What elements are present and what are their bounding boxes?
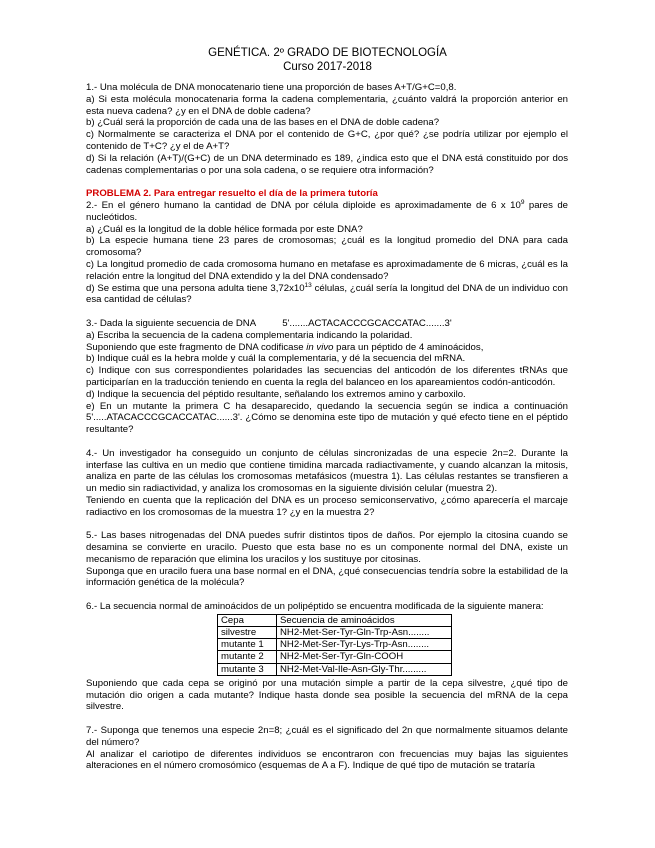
mutation-table [217,614,452,676]
problem-2-intro-text-end: pares de nucleótidos. [86,199,568,223]
table-row [218,627,452,639]
problem-1-a: a) Si esta molécula monocatenaria forma la cadena complementaria, ¿cuánto valdrá la proporción anterior en esta nueva cadena? ¿y en el DNA de doble cadena? [86,93,568,117]
problem-3-note-text-end: para un péptido de 4 aminoácidos, [333,341,484,353]
problem-3 [86,318,568,436]
problem-4-question: Teniendo en cuenta que la replicación del DNA es un proceso semiconservativo, ¿cómo aparecería el marcaje radiactivo en los cromosomas de la muestra 1? ¿y en la muestra 2? [86,494,568,518]
table-cell: NH2-Met-Ser-Tyr-Lys-Trp-Asn........ [277,639,452,651]
table-cell: NH2-Met-Val-Ile-Asn-Gly-Thr......... [277,663,452,675]
table-cell: NH2-Met-Ser-Tyr-Gln-Trp-Asn........ [277,627,452,639]
problem-5-text: 5.- Las bases nitrogenadas del DNA puedes sufrir distintos tipos de daños. Por ejemplo la citosina cuando se desamina se convierte en uracilo. Puesto que esta base no es un componente normal del DNA, existe un mecanismo de reparación que elimina los uracilos y los sustituye por citosinas. [86,530,568,565]
problem-3-b: b) Indique cuál es la hebra molde y cuál la complementaria, y dé la secuencia del mRNA. [86,353,466,365]
table-cell: mutante 2 [218,651,277,663]
problem-5-question: Suponga que en uracilo fuera una base normal en el DNA, ¿qué consecuencias tendría sobre la estabilidad de la información genética de la molécula? [86,565,568,589]
problem-7-intro: 7.- Suponga que tenemos una especie 2n=8; ¿cuál es el significado del 2n que normalmente situamos delante del número? [86,725,568,748]
problem-4 [86,448,568,519]
document-header [0,46,655,74]
problem-6 [86,601,568,713]
table-cell: silvestre [218,627,277,639]
problem-2-d [86,283,568,307]
problem-3-note [86,342,568,354]
table-header-row [218,614,452,626]
exponent: 13 [304,281,312,289]
problem-3-note-text: Suponiendo que este fragmento de DNA codificase [86,341,307,353]
problem-1 [86,82,568,176]
course-year: Curso 2017-2018 [283,61,372,73]
problem-6-question: Suponiendo que cada cepa se originó por una mutación simple a partir de la cepa silvestre, ¿qué tipo de mutación dio origen a cada mutante? Indique hasta donde sea posible la secuencia del mRNA de la cepa silvestre. [86,677,568,713]
problem-7 [86,725,568,772]
problem-6-intro: 6.- La secuencia normal de aminoácidos de un polipéptido se encuentra modificada de la siguiente manera: [86,601,544,613]
problem-1-d: d) Si la relación (A+T)/(G+C) de un DNA determinado es 189, ¿indica esto que el DNA está constituido por dos cadenas complementarias o por una sola cadena, o se requiere otra información? [86,152,568,176]
problem-2-d-text: d) Se estima que una persona adulta tiene 3,72x10 [86,282,305,294]
table-header-cell: Cepa [218,614,277,626]
problem-2-d-text-end: células, ¿cuál sería la longitud del DNA de un individuo con esa cantidad de células? [86,282,568,306]
problem-5 [86,530,568,589]
problem-3-intro: 3.- Dada la siguiente secuencia de DNA 5'.......ACTACACCCGCACCATAC.......3' [86,317,452,329]
problem-2-heading: PROBLEMA 2. Para entregar resuelto el día de la primera tutoría [86,188,378,200]
problem-3-c: c) Indique con sus correspondientes polaridades las secuencias del anticodón de los diferentes tRNAs que participarían en la traducción teniendo en cuenta la regla del balanceo en los apareamientos codón-anticodón. [86,365,568,388]
table-row [218,651,452,663]
document-body [86,82,568,772]
problem-2-b: b) La especie humana tiene 23 pares de cromosomas; ¿cuál es la longitud promedio del DNA para cada cromosoma? [86,235,568,259]
problem-2-a: a) ¿Cuál es la longitud de la doble hélice formada por este DNA? [86,223,363,235]
problem-1-c: c) Normalmente se caracteriza el DNA por el contenido de G+C, ¿por qué? ¿se podría utilizar por ejemplo el contenido de T+C? ¿y el de A+T? [86,129,568,152]
problem-1-b: b) ¿Cuál será la proporción de cada una de las bases en el DNA de doble cadena? [86,117,440,129]
problem-1-intro: 1.- Una molécula de DNA monocatenario tiene una proporción de bases A+T/G+C=0,8. [86,82,457,93]
table-cell: mutante 1 [218,639,277,651]
exponent: 9 [520,198,525,206]
problem-2-c: c) La longitud promedio de cada cromosoma humano en metafase es aproximadamente de 6 micras, ¿cuál es la relación entre la longitud del DNA extendido y la del DNA condensado? [86,258,568,282]
table-row [218,663,452,675]
table-header-cell: Secuencia de aminoácidos [277,614,452,626]
table-cell: mutante 3 [218,663,277,675]
table-row [218,639,452,651]
problem-3-d: d) Indique la secuencia del péptido resultante, señalando los extremos amino y carboxilo. [86,388,466,400]
table-cell: NH2-Met-Ser-Tyr-Gln-COOH [277,651,452,663]
problem-3-e: e) En un mutante la primera C ha desaparecido, quedando la secuencia según se indica a continuación 5'.....ATACACCCGCACCATAC......3'. ¿Cómo se denomina este tipo de mutación y qué efecto tiene en el péptido resultante? [86,400,568,436]
problem-3-a: a) Escriba la secuencia de la cadena complementaria indicando la polaridad. [86,329,413,341]
problem-2-intro-text: 2.- En el género humano la cantidad de DNA por célula diploide es aproximadamente de 6 x 10 [86,199,521,211]
problem-2 [86,188,568,306]
problem-2-intro [86,200,568,224]
document-title: GENÉTICA. 2º GRADO DE BIOTECNOLOGÍA [208,47,447,59]
problem-7-text: Al analizar el cariotipo de diferentes individuos se encontraron con frecuencias muy bajas las siguientes alteraciones en el número cromosómico (esquemas de A a F). Indique de qué tipo de mutación se trataría [86,748,568,772]
problem-4-text: 4.- Un investigador ha conseguido un conjunto de células sincronizadas de una especie 2n=2. Durante la interfase las cultiva en un medio que contiene timidina marcada radiactivamente, y cuando alcanzan la mitosis, analiza en parte de las células los cromosomas metafásicos (muestra 1). Las células restantes se transfieren a un medio sin radiactividad, y analiza los cromosomas en la siguiente división celular (muestra 2). [86,447,568,495]
italic-term: in vivo [306,341,334,353]
